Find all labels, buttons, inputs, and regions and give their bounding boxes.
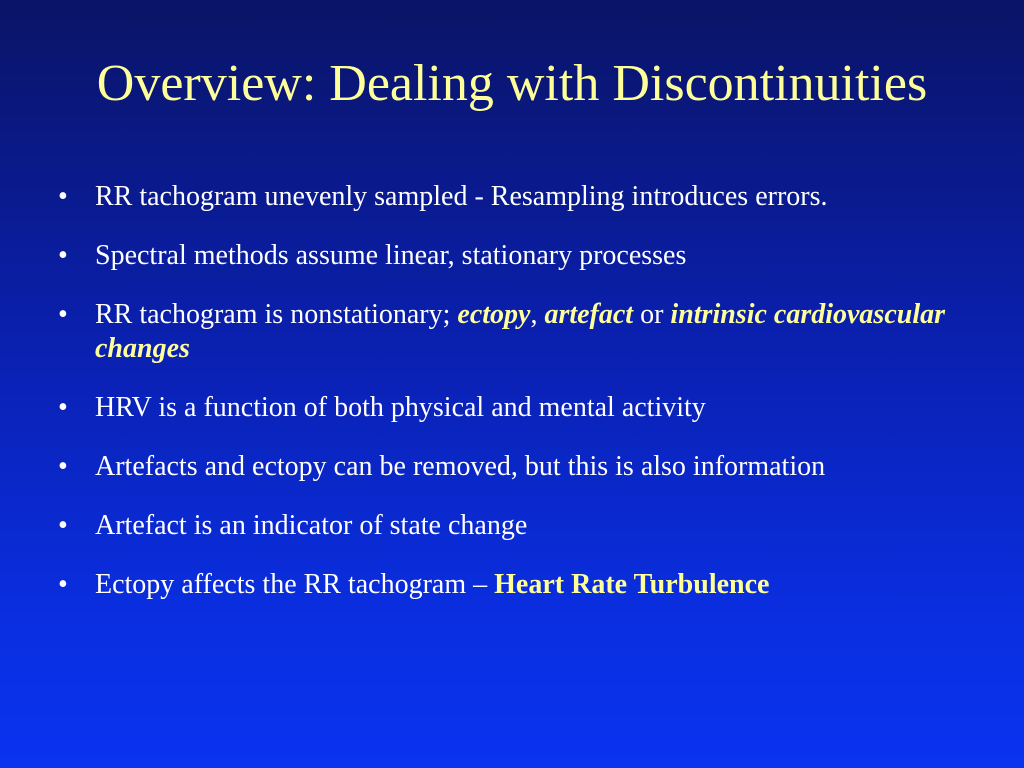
bullet-icon: • [58, 240, 68, 271]
bullet-item-3 [58, 298, 998, 366]
bullet-icon: • [58, 181, 68, 212]
bullet-item-7 [58, 568, 998, 602]
bullet-item-6 [58, 509, 998, 543]
emphasis-ectopy: ectopy [457, 299, 531, 330]
bullet-text: Artefacts and ectopy can be removed, but this is also information [95, 451, 826, 482]
emphasis-intrinsic-changes: intrinsic cardiovascular changes [95, 299, 946, 364]
bullet-icon: • [58, 299, 68, 330]
bullet-text: HRV is a function of both physical and mental activity [95, 392, 706, 423]
bullet-item-4 [58, 391, 998, 425]
bullet-item-1 [58, 180, 998, 214]
bullet-icon: • [58, 569, 68, 600]
bullet-text-prefix: Ectopy affects the RR tachogram – [95, 569, 495, 600]
bullet-text-separator: or [633, 299, 671, 330]
emphasis-artefact: artefact [544, 299, 634, 330]
bullet-list [58, 180, 998, 627]
bullet-text-separator: , [530, 299, 545, 330]
bullet-item-2 [58, 239, 998, 273]
bullet-icon: • [58, 392, 68, 423]
bullet-text: RR tachogram unevenly sampled - Resampling introduces errors. [95, 181, 828, 212]
bullet-text: Spectral methods assume linear, stationary processes [95, 240, 687, 271]
emphasis-heart-rate-turbulence: Heart Rate Turbulence [494, 569, 770, 600]
bullet-text-prefix: RR tachogram is nonstationary; [95, 299, 458, 330]
bullet-item-5 [58, 450, 998, 484]
bullet-icon: • [58, 451, 68, 482]
slide-title: Overview: Dealing with Discontinuities [96, 55, 928, 112]
bullet-icon: • [58, 510, 68, 541]
bullet-text: Artefact is an indicator of state change [95, 510, 528, 541]
